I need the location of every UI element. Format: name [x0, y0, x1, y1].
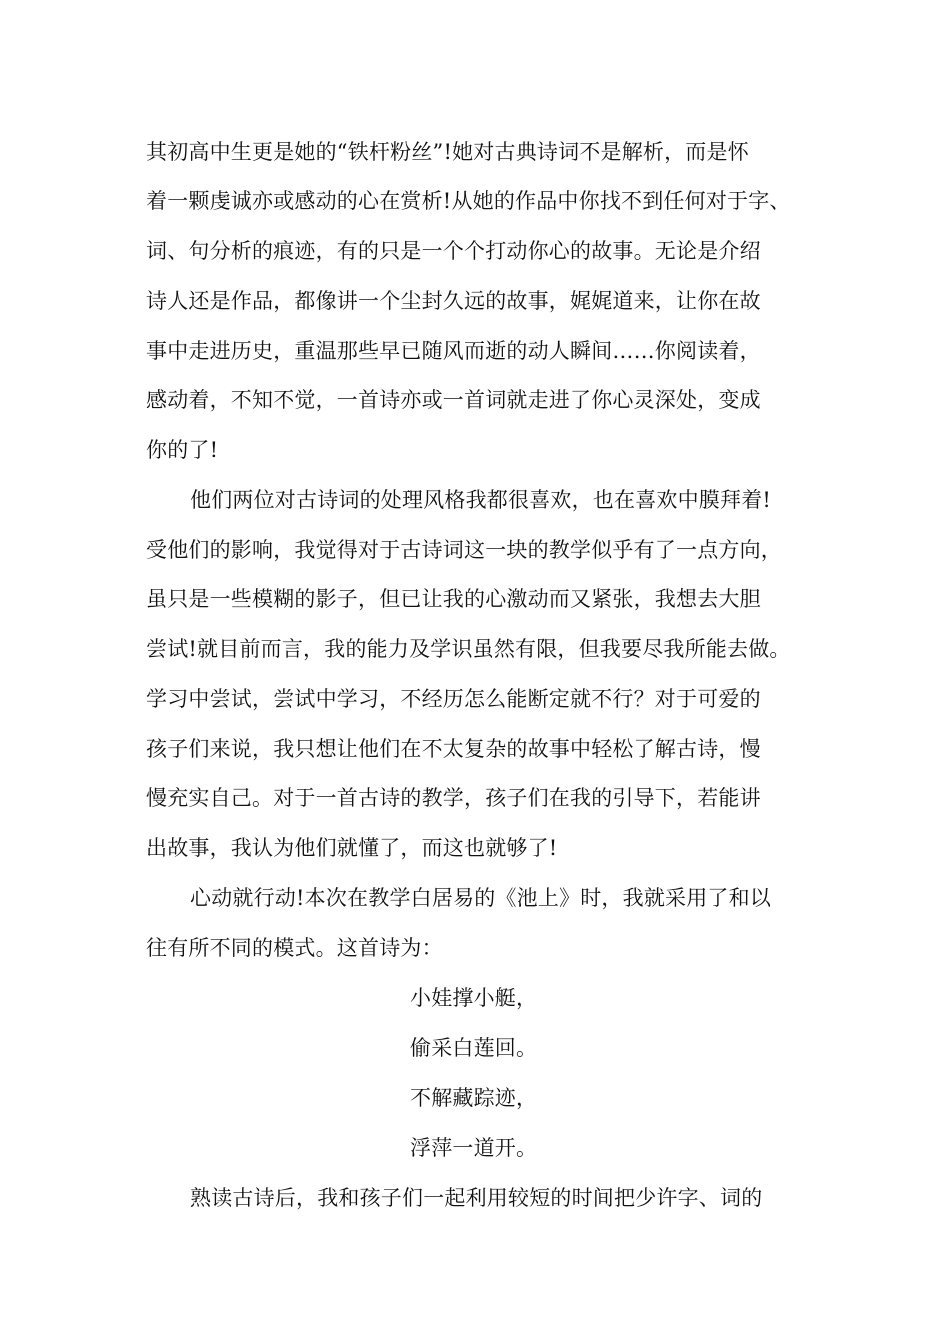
poem-line-2: 偷采白莲回。 — [410, 1036, 538, 1060]
paragraph-3-line-1: 心动就行动!本次在教学白居易的《池上》时，我就采用了和以 — [190, 886, 772, 910]
paragraph-1-line-7: 你的了! — [146, 438, 219, 462]
paragraph-1-line-3: 词、句分析的痕迹，有的只是一个个打动你心的故事。无论是介绍 — [146, 239, 761, 263]
paragraph-1-line-4: 诗人还是作品，都像讲一个尘封久远的故事，娓娓道来，让你在故 — [146, 289, 761, 313]
paragraph-1-line-6: 感动着，不知不觉，一首诗亦或一首词就走进了你心灵深处，变成 — [146, 388, 761, 412]
poem-line-4: 浮萍一道开。 — [410, 1136, 538, 1160]
paragraph-2-line-3: 虽只是一些模糊的影子，但已让我的心激动而又紧张，我想去大胆 — [146, 587, 761, 611]
poem-line-1: 小娃撑小艇， — [410, 986, 538, 1010]
paragraph-2-line-4: 尝试!就目前而言，我的能力及学识虽然有限，但我要尽我所能去做。 — [146, 637, 791, 661]
paragraph-2-line-2: 受他们的影响，我觉得对于古诗词这一块的教学似乎有了一点方向， — [146, 538, 782, 562]
paragraph-1-line-1: 其初高中生更是她的“铁杆粉丝”!她对古典诗词不是解析，而是怀 — [146, 140, 749, 164]
paragraph-2-line-6: 孩子们来说，我只想让他们在不太复杂的故事中轻松了解古诗，慢 — [146, 737, 761, 761]
paragraph-3-line-2: 往有所不同的模式。这首诗为： — [146, 936, 443, 960]
closing-line-1: 熟读古诗后，我和孩子们一起利用较短的时间把少许字、词的 — [190, 1186, 763, 1210]
paragraph-2-line-7: 慢充实自己。对于一首古诗的教学，孩子们在我的引导下，若能讲 — [146, 786, 761, 810]
poem-line-3: 不解藏踪迹， — [410, 1086, 538, 1110]
paragraph-2-line-8: 出故事，我认为他们就懂了，而这也就够了! — [146, 836, 558, 860]
paragraph-1-line-5: 事中走进历史，重温那些早已随风而逝的动人瞬间……你阅读着， — [146, 339, 761, 363]
paragraph-2-line-1: 他们两位对古诗词的处理风格我都很喜欢，也在喜欢中膜拜着! — [190, 488, 772, 512]
paragraph-1-line-2: 着一颗虔诚亦或感动的心在赏析!从她的作品中你找不到任何对于字、 — [146, 189, 791, 213]
paragraph-2-line-5: 学习中尝试，尝试中学习，不经历怎么能断定就不行？对于可爱的 — [146, 687, 761, 711]
